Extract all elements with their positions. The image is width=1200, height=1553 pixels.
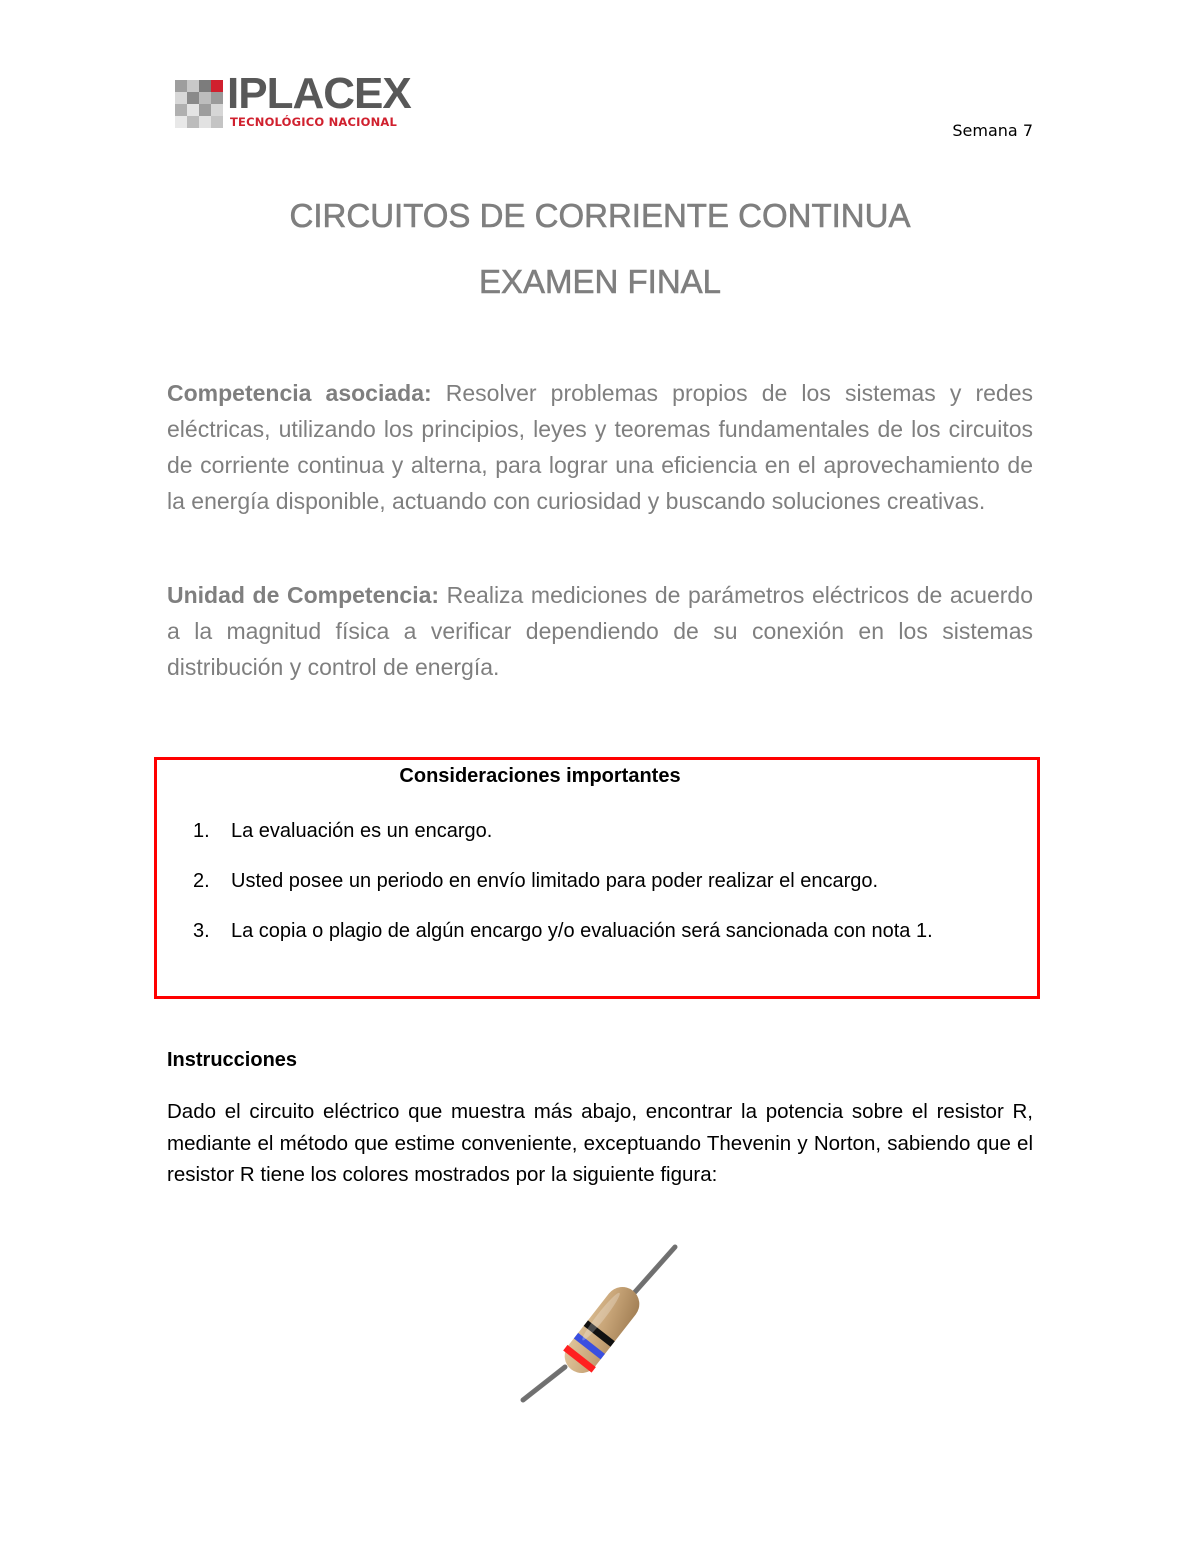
list-item-text: Usted posee un periodo en envío limitado para poder realizar el encargo. bbox=[231, 870, 879, 892]
associated-competency-label: Competencia asociada: bbox=[167, 380, 432, 406]
instructions-heading: Instrucciones bbox=[167, 1049, 298, 1071]
logo-wordmark: IPLACEX bbox=[227, 69, 411, 118]
week-label: Semana 7 bbox=[952, 121, 1033, 140]
logo-subtitle: TECNOLÓGICO NACIONAL bbox=[230, 115, 398, 129]
logo-mosaic-icon bbox=[175, 80, 227, 128]
exam-title: EXAMEN FINAL bbox=[478, 263, 722, 300]
list-item-number: 2. bbox=[193, 870, 210, 892]
associated-competency-text: Resolver problemas propios de los sistemas y redes eléctricas, utilizando los principios, leyes y teoremas fundamentales de los circuitos de corriente continua y alterna, para lograr una eficiencia en el aprovechamiento de la energía disponible, actuando con curiosidad y buscando soluciones creativas. bbox=[167, 380, 1033, 514]
list-item bbox=[193, 916, 1033, 947]
unit-competency-label: Unidad de Competencia: bbox=[167, 582, 440, 608]
iplacex-logo bbox=[175, 69, 415, 130]
list-item bbox=[193, 816, 1033, 847]
considerations-title: Consideraciones importantes bbox=[399, 765, 681, 787]
list-item-number: 1. bbox=[193, 820, 210, 842]
course-title: CIRCUITOS DE CORRIENTE CONTINUA bbox=[289, 197, 911, 234]
resistor-body bbox=[557, 1280, 647, 1381]
list-item-text: La evaluación es un encargo. bbox=[231, 820, 493, 842]
resistor-body-shape bbox=[558, 1280, 646, 1380]
resistor-image bbox=[515, 1240, 685, 1405]
unit-competency-text: Realiza mediciones de parámetros eléctricos de acuerdo a la magnitud física a verificar dependiendo de su conexión en los sistemas distribución y control de energía. bbox=[167, 582, 1033, 680]
unit-competency bbox=[167, 577, 1033, 685]
considerations-list bbox=[193, 816, 1033, 966]
considerations-box bbox=[154, 757, 1040, 999]
list-item-number: 3. bbox=[193, 920, 210, 942]
list-item-text: La copia o plagio de algún encargo y/o evaluación será sancionada con nota 1. bbox=[231, 920, 933, 942]
list-item bbox=[193, 866, 1033, 897]
associated-competency bbox=[167, 375, 1033, 519]
instructions-text: Dado el circuito eléctrico que muestra más abajo, encontrar la potencia sobre el resistor R, mediante el método que estime conveniente, exceptuando Thevenin y Norton, sabiendo que el resistor R tiene los colores mostrados por la siguiente figura: bbox=[167, 1100, 1033, 1186]
